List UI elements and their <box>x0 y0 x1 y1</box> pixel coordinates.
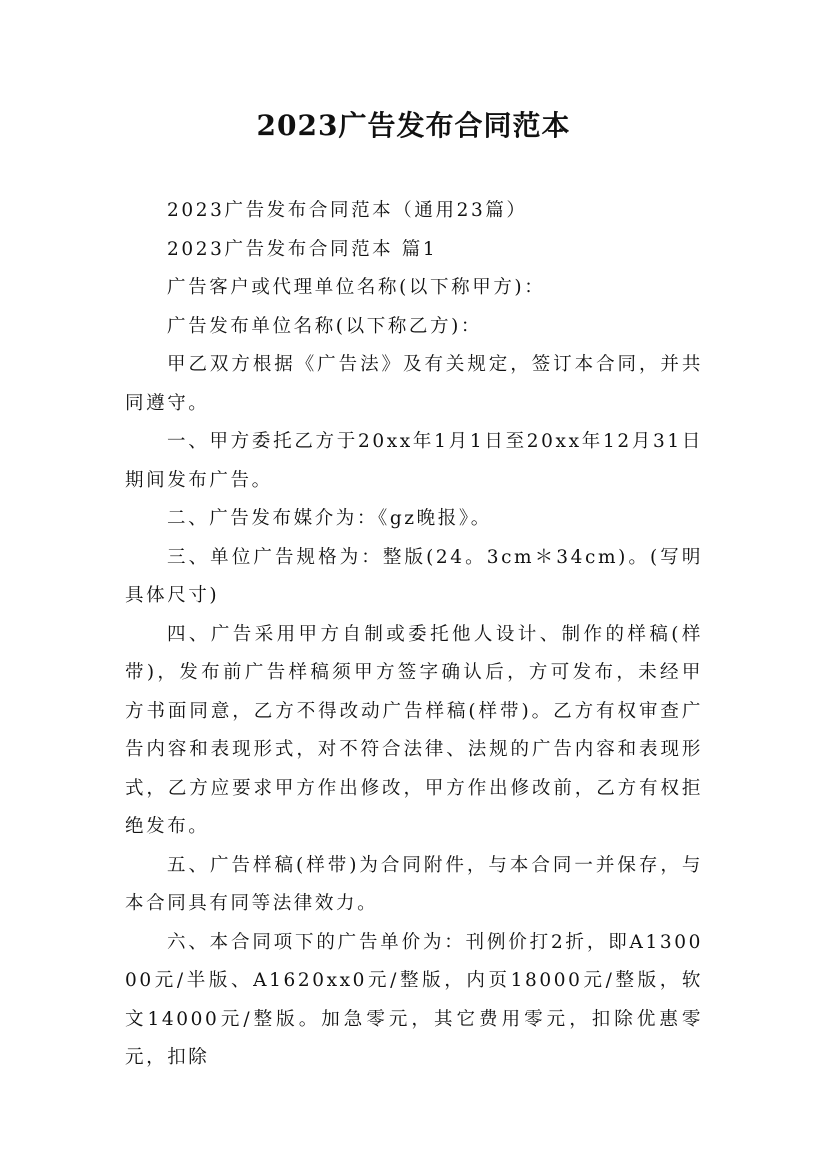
party-a-line: 广告客户或代理单位名称(以下称甲方)： <box>167 277 546 298</box>
clause-2: 二、广告发布媒介为：《gz晚报》。 <box>167 508 492 529</box>
clause-5: 五、广告样稿(样带)为合同附件，与本合同一并保存，与本合同具有同等法律效力。 <box>125 854 703 914</box>
doc-subtitle: 2023广告发布合同范本（通用23篇） <box>167 200 528 221</box>
preamble-paragraph: 甲乙双方根据《广告法》及有关规定，签订本合同，并共同遵守。 <box>125 354 703 414</box>
document-title: 2023广告发布合同范本 <box>256 109 571 142</box>
clause-4: 四、广告采用甲方自制或委托他人设计、制作的样稿(样带)，发布前广告样稿须甲方签字确认后，方可发布，未经甲方书面同意，乙方不得改动广告样稿(样带)。乙方有权审查广告内容和表现形式，对不符合法律、法规的广告内容和表现形式，乙方应要求甲方作出修改，甲方作出修改前，乙方有权拒绝发布。 <box>125 623 703 837</box>
party-b-line: 广告发布单位名称(以下称乙方)： <box>167 315 483 337</box>
section-heading: 2023广告发布合同范本 篇1 <box>167 238 438 260</box>
clause-3: 三、单位广告规格为：整版(24。3cm＊34cm)。(写明具体尺寸) <box>125 546 703 606</box>
document-body <box>125 192 703 1078</box>
clause-6: 六、本合同项下的广告单价为：刊例价打2折，即A130000元/半版、A1620xx0元/整版，内页18000元/整版，软文14000元/整版。加急零元，其它费用零元，扣除优惠零元，扣除 <box>125 931 703 1068</box>
clause-1: 一、甲方委托乙方于20xx年1月1日至20xx年12月31日期间发布广告。 <box>125 431 703 491</box>
